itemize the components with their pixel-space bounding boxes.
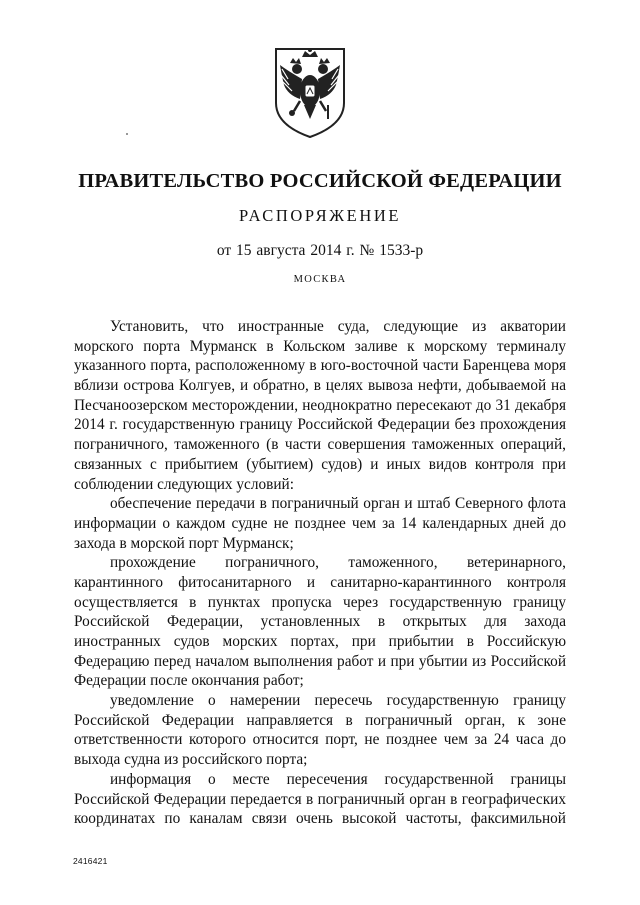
body-line: уведомление о намерении пересечь государственную границу xyxy=(110,692,566,710)
body-line: осуществляется в пунктах пропуска через государственную границу xyxy=(74,593,566,611)
body-line: пограничного, таможенного (в части совершения таможенных операций, xyxy=(74,436,566,454)
body-line: 2014 г. государственную границу Российской Федерации без прохождения xyxy=(74,416,566,434)
document-date-number: от 15 августа 2014 г. № 1533-р xyxy=(216,242,424,259)
body-line: информации о каждом судне не позднее чем за 14 календарных дней до xyxy=(74,514,566,532)
body-line: координатах по каналам связи очень высокой частоты, факсимильной xyxy=(74,810,566,828)
body-line: связанных с прибытием (убытием) судов) и иных видов контроля при xyxy=(74,455,566,473)
body-line: выхода судна из российского порта; xyxy=(74,751,308,769)
body-line: Федерации после окончания работ; xyxy=(74,672,304,690)
body-line: Российской Федерации направляется в пограничный орган, к зоне xyxy=(74,711,566,729)
body-line: указанного порта, расположенному в юго-восточной части Баренцева моря xyxy=(74,357,566,375)
body-line: прохождение пограничного, таможенного, ветеринарного, xyxy=(110,554,566,572)
body-line: карантинного фитосанитарного и санитарно-карантинного контроля xyxy=(74,573,566,591)
russian-coat-of-arms-icon xyxy=(270,45,350,141)
body-line: Российской Федерации передается в пограничный орган в географических xyxy=(74,790,566,808)
scan-dot xyxy=(126,133,128,135)
body-line: морского порта Мурманск в Кольском заливе к морскому терминалу xyxy=(74,337,566,355)
document-code: 2416421 xyxy=(73,856,108,866)
document-type: РАСПОРЯЖЕНИЕ xyxy=(238,206,402,225)
body-line: информация о месте пересечения государственной границы xyxy=(110,770,566,788)
body-line: Установить, что иностранные суда, следующие из акватории xyxy=(110,318,566,335)
body-line: ответственности которого относится порт, не позднее чем за 24 часа до xyxy=(74,731,566,749)
body-line: Песчаноозерском месторождении, неоднократно пересекают до 31 декабря xyxy=(74,396,566,414)
body-line: иностранных судов морских портах, при прибытии в Российскую xyxy=(74,633,566,650)
body-line: Российской Федерации, установленных в открытых для захода xyxy=(74,613,566,631)
body-line: обеспечение передачи в пограничный орган и штаб Северного флота xyxy=(110,495,566,513)
document-body xyxy=(74,317,566,829)
document-city: МОСКВА xyxy=(293,274,347,285)
body-line: Федерацию перед началом выполнения работ и при убытии из Российской xyxy=(74,652,566,670)
body-line: соблюдении следующих условий: xyxy=(74,475,294,493)
body-line: вблизи острова Колгуев, и обратно, в целях вывоза нефти, добываемой на xyxy=(74,377,566,395)
body-line: захода в морской порт Мурманск; xyxy=(74,534,294,552)
government-title: ПРАВИТЕЛЬСТВО РОССИЙСКОЙ ФЕДЕРАЦИИ xyxy=(78,170,562,192)
